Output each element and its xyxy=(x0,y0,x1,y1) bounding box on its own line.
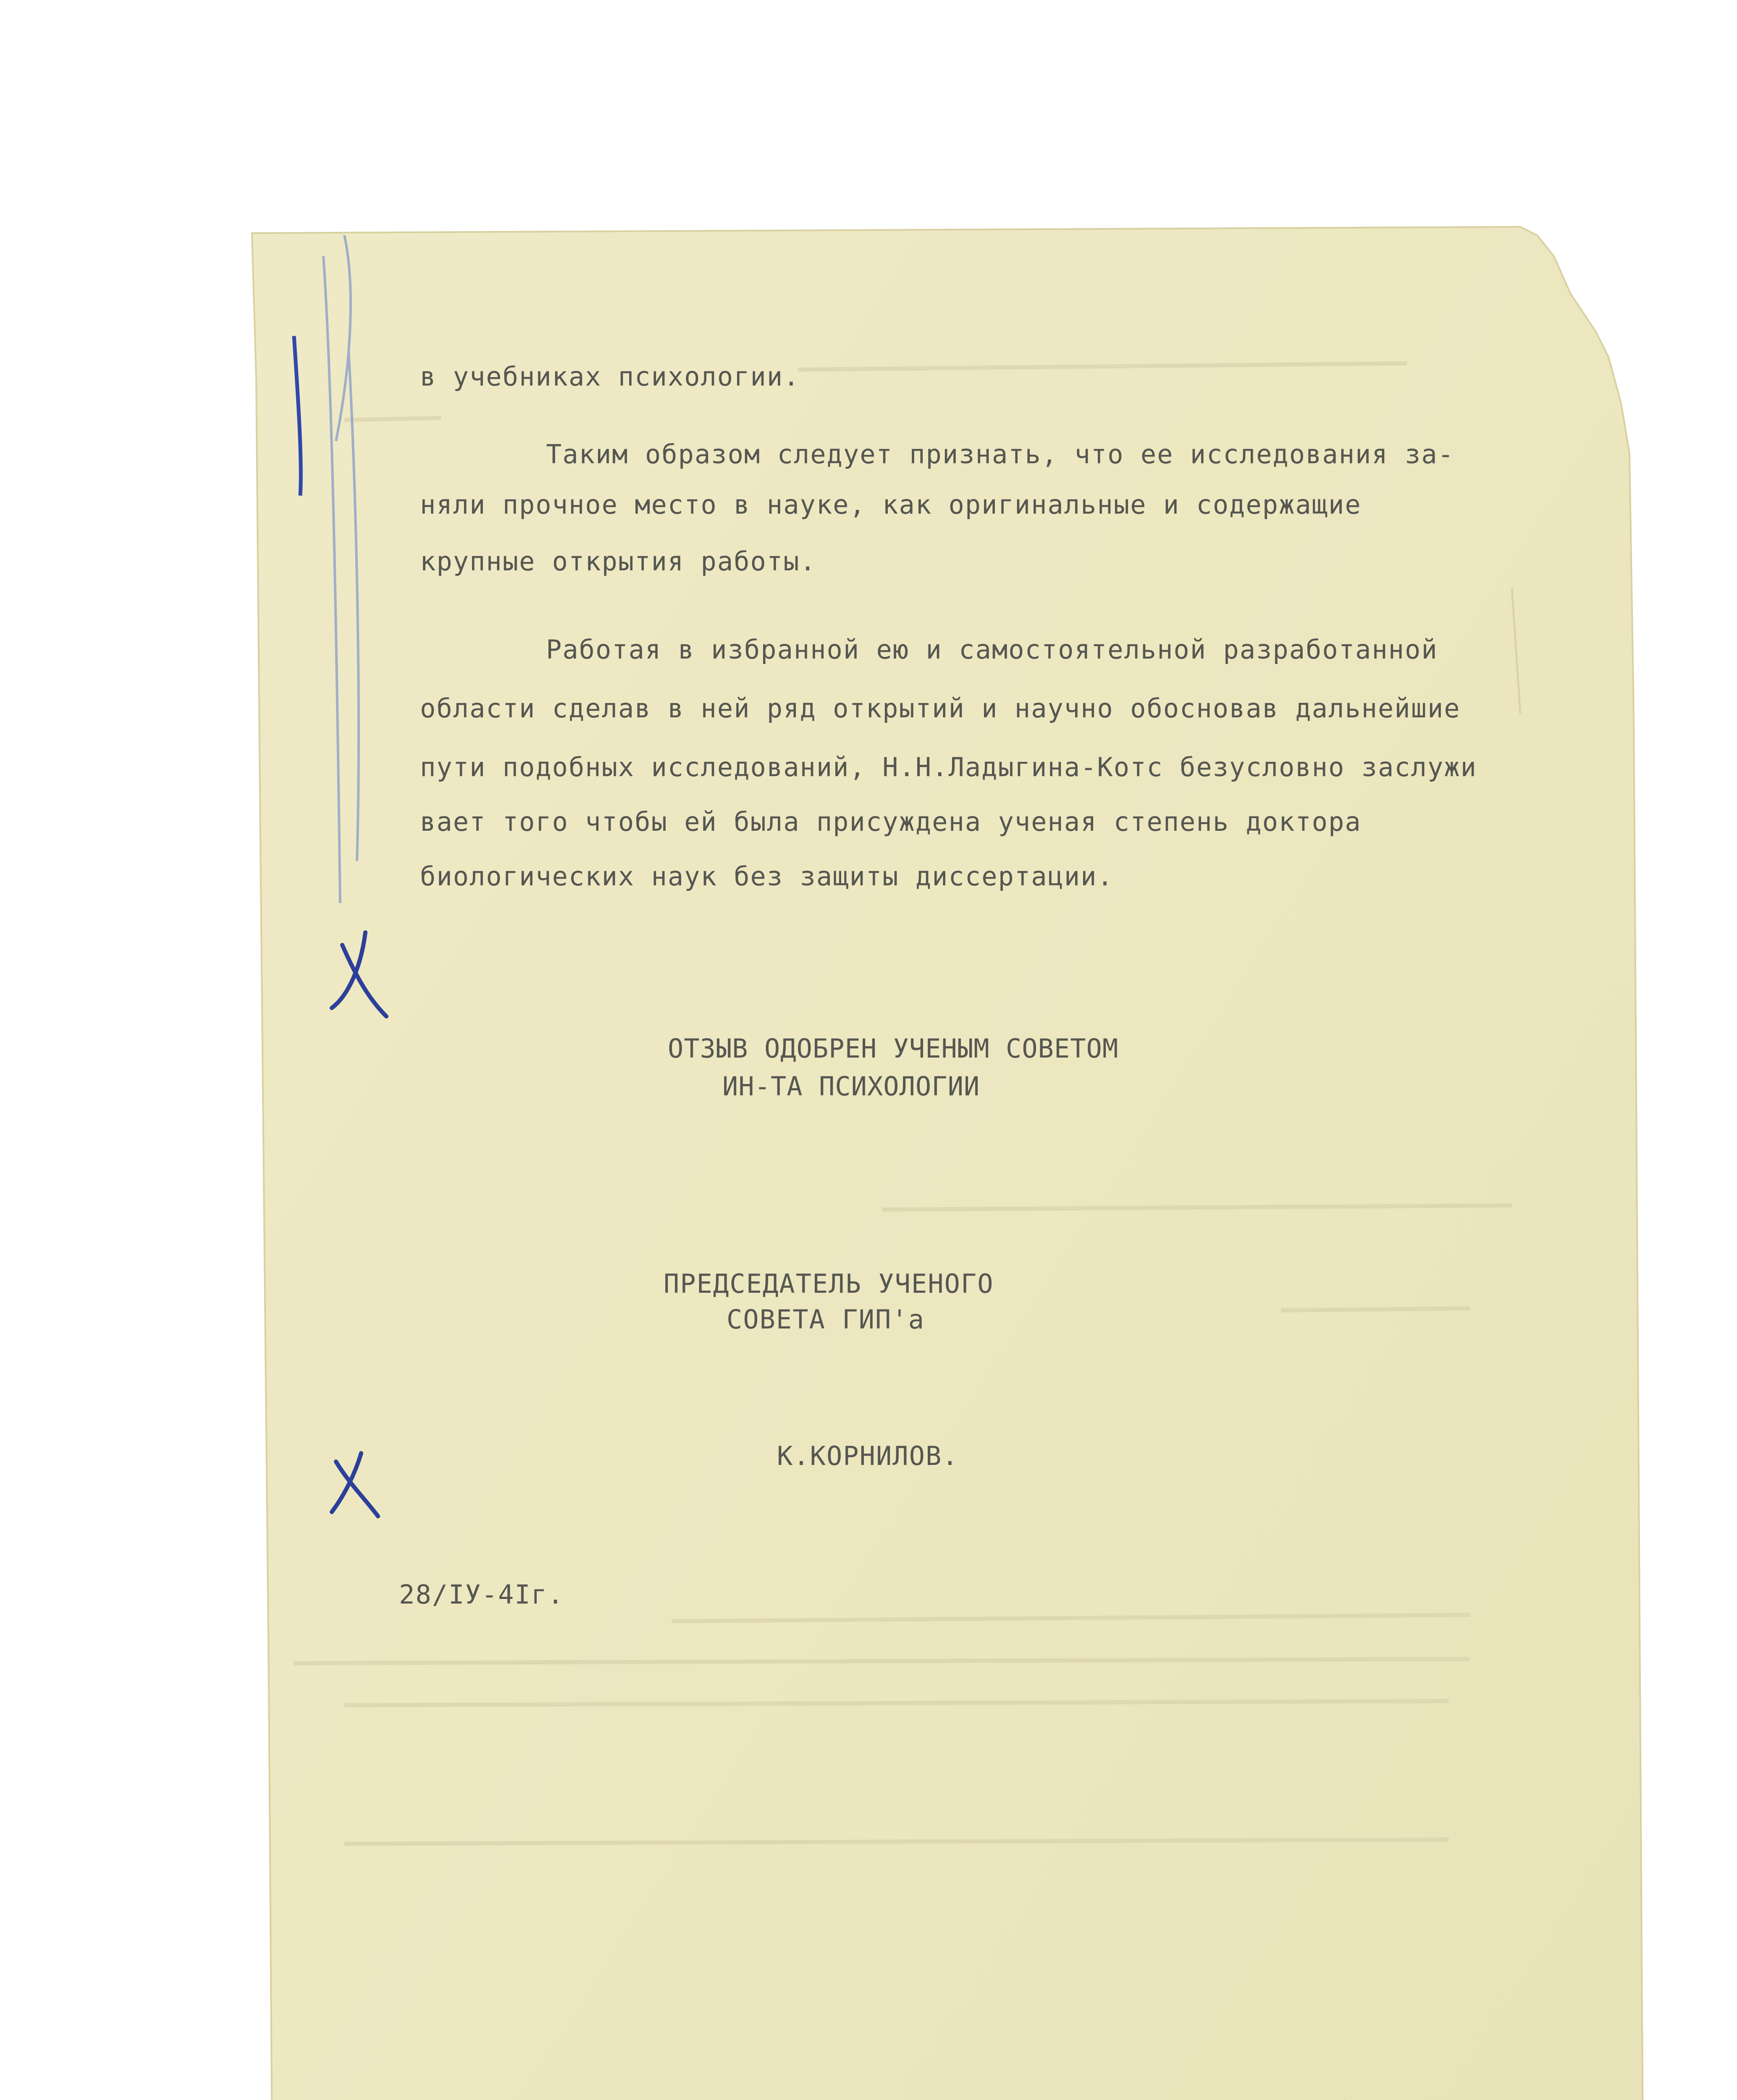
body-line-5: Работая в избранной ею и самостоятельной разработанной xyxy=(546,634,1438,665)
approval-line-1: ОТЗЫВ ОДОБРЕН УЧЕНЫМ СОВЕТОМ xyxy=(668,1033,1119,1064)
body-line-6: области сделав в ней ряд открытий и научно обосновав дальнейшие xyxy=(420,693,1461,724)
signatory-name: К.КОРНИЛОВ. xyxy=(777,1441,959,1471)
body-line-9: биологических наук без защиты диссертации. xyxy=(420,861,1114,892)
body-line-4: крупные открытия работы. xyxy=(420,546,816,577)
body-line-2: Таким образом следует признать, что ее исследования за- xyxy=(546,439,1454,470)
approval-line-2: ИН-ТА ПСИХОЛОГИИ xyxy=(722,1071,980,1102)
document-date: 28/IУ-4Iг. xyxy=(399,1579,564,1610)
body-line-3: няли прочное место в науке, как оригинальные и содержащие xyxy=(420,489,1362,520)
chairman-line-1: ПРЕДСЕДАТЕЛЬ УЧЕНОГО xyxy=(664,1268,994,1299)
body-line-7: пути подобных исследований, Н.Н.Ладыгина-Котс безусловно заслужи xyxy=(420,752,1477,782)
chairman-line-2: СОВЕТА ГИП'а xyxy=(727,1304,925,1335)
body-line-8: вает того чтобы ей была присуждена ученая степень доктора xyxy=(420,806,1362,837)
body-line-1: в учебниках психологии. xyxy=(420,361,800,392)
